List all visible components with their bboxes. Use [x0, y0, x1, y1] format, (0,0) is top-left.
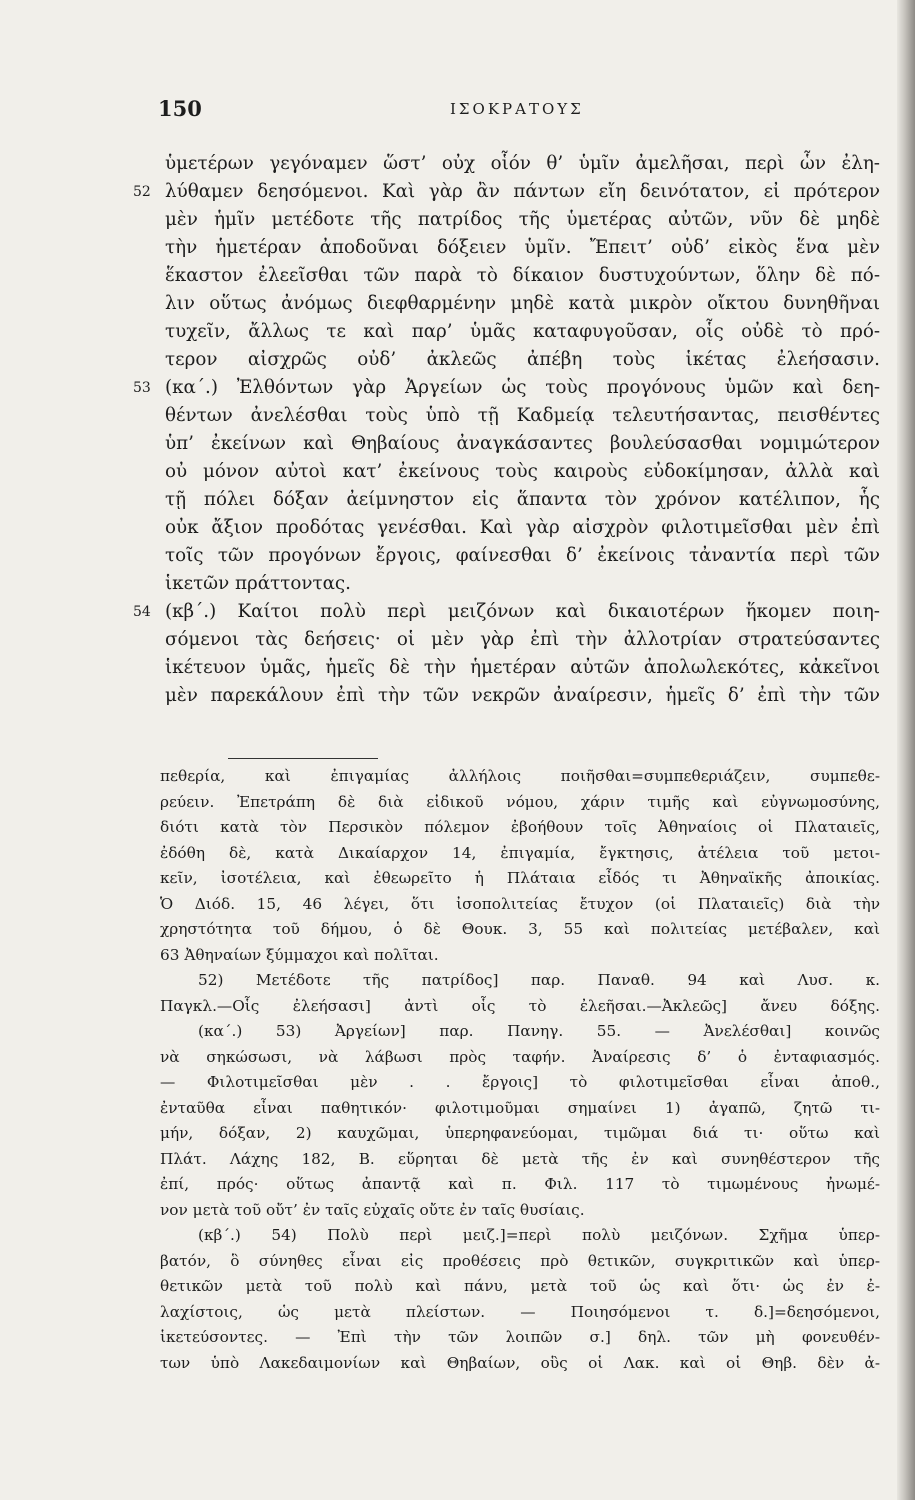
note-line: ἱκετεύσοντες. — Ἐπὶ τὴν τῶν λοιπῶν σ.] δηλ. τῶν μὴ φονευθέν- [160, 1328, 880, 1346]
note-line: χρηστότητα τοῦ δήμου, ὁ δὲ Θουκ. 3, 55 καὶ πολιτείας μετέβαλεν, καὶ [160, 920, 880, 938]
text-line [165, 654, 880, 682]
note-line: μήν, δόξαν, 2) καυχῶμαι, ὑπερηφανεύομαι, τιμῶμαι διά τι· οὕτω καὶ [160, 1124, 880, 1142]
text-line [165, 150, 880, 178]
text-line-content: ἱκέτευον ὑμᾶς, ἡμεῖς δὲ τὴν ἡμετέραν αὐτῶν ἀπολωλεκότες, κἀκεῖνοι [165, 657, 880, 678]
section-number: 53 [133, 380, 151, 396]
text-line [165, 206, 880, 234]
text-line [165, 570, 880, 598]
text-line-content: τυχεῖν, ἄλλως τε καὶ παρ’ ὑμᾶς καταφυγοῦσαν, οἷς οὐδὲ τὸ πρό- [165, 321, 880, 342]
text-line [165, 682, 880, 710]
note-line: — Φιλοτιμεῖσθαι μὲν . . ἔργοις] τὸ φιλοτιμεῖσθαι εἶναι ἀποθ., [160, 1073, 880, 1091]
text-line [165, 486, 880, 514]
text-line [165, 234, 880, 262]
footnote-rule [228, 758, 378, 759]
text-line-content: λύθαμεν δεησόμενοι. Καὶ γὰρ ἂν πάντων εἴη δεινότατον, εἰ πρότερον [165, 181, 880, 202]
text-line-content: τοῖς τῶν προγόνων ἔργοις, φαίνεσθαι δ’ ἐκείνοις τἀναντία περὶ τῶν [165, 545, 880, 566]
text-line-content: οὐκ ἄξιον προδότας γενέσθαι. Καὶ γὰρ αἰσχρὸν φιλοτιμεῖσθαι μὲν ἐπὶ [165, 517, 880, 538]
note-line: των ὑπὸ Λακεδαιμονίων καὶ Θηβαίων, οὓς οἱ Λακ. καὶ οἱ Θηβ. δὲν ἀ- [160, 1353, 880, 1372]
note-line: Παγκλ.—Οἷς ἐλεήσασι] ἀντὶ οἷς τὸ ἐλεῆσαι.—Ἀκλεῶς] ἄνευ δόξης. [160, 996, 880, 1015]
text-line [165, 290, 880, 318]
note-line: Ὁ Διόδ. 15, 46 λέγει, ὅτι ἰσοπολιτείας ἔτυχον (οἱ Πλαταιεῖς) διὰ τὴν [160, 894, 880, 913]
text-line-content: ἕκαστον ἐλεεῖσθαι τῶν παρὰ τὸ δίκαιον δυστυχούντων, ὅλην δὲ πό- [165, 265, 880, 286]
commentary-notes [160, 764, 880, 1376]
text-line-content: ἱκετῶν πράττοντας. [165, 573, 351, 594]
text-line [165, 402, 880, 430]
section-number: 52 [133, 184, 151, 200]
note-line: διότι κατὰ τὸν Περσικὸν πόλεμον ἐβοήθουν τοῖς Ἀθηναίοις οἱ Πλαταιεῖς, [160, 818, 880, 836]
note-line: ρεύειν. Ἐπετράπη δὲ διὰ εἰδικοῦ νόμου, χάριν τιμῆς καὶ εὐγνωμοσύνης, [160, 792, 880, 811]
main-text [133, 150, 880, 710]
text-line-content: (κβ΄.) Καίτοι πολὺ περὶ μειζόνων καὶ δικαιοτέρων ἥκομεν ποιη- [165, 601, 880, 622]
book-spine-shadow [897, 0, 915, 1500]
note-line: νον μετὰ τοῦ οὔτ’ ἐν ταῖς εὐχαῖς οὔτε ἐν ταῖς θυσίαις. [160, 1200, 585, 1219]
note-line: βατόν, ὃ σύνηθες εἶναι εἰς προθέσεις πρὸ θετικῶν, συγκριτικῶν καὶ ὑπερ- [160, 1251, 880, 1270]
text-line [165, 626, 880, 654]
text-line [165, 318, 880, 346]
text-line [165, 514, 880, 542]
note-line: λαχίστοις, ὡς μετὰ πλείστων. — Ποιησόμενοι τ. δ.]=δεησόμενοι, [160, 1302, 880, 1321]
text-line-content: μὲν παρεκάλουν ἐπὶ τὴν τῶν νεκρῶν ἀναίρεσιν, ἡμεῖς δ’ ἐπὶ τὴν τῶν [165, 685, 880, 706]
text-line [133, 178, 880, 206]
text-line [165, 346, 880, 374]
text-line-content: σόμενοι τὰς δεήσεις· οἱ μὲν γὰρ ἐπὶ τὴν ἀλλοτρίαν στρατεύσαντες [165, 629, 880, 650]
note-line: 52) Μετέδοτε τῆς πατρίδος] παρ. Παναθ. 94 καὶ Λυσ. κ. [198, 971, 880, 989]
text-line [165, 262, 880, 290]
text-line-content: οὐ μόνον αὐτοὶ κατ’ ἐκείνους τοὺς καιροὺς εὐδοκίμησαν, ἀλλὰ καὶ [165, 461, 880, 482]
text-line [165, 430, 880, 458]
page-number: 150 [158, 96, 202, 121]
note-line: νὰ σηκώσωσι, νὰ λάβωσι πρὸς ταφήν. Ἀναίρεσις δ’ ὁ ἐνταφιασμός. [160, 1047, 880, 1066]
note-line: 63 Ἀθηναίων ξύμμαχοι καὶ πολῖται. [160, 945, 439, 964]
text-line [133, 374, 880, 402]
text-line [165, 542, 880, 570]
text-line-content: τὴν ἡμετέραν ἀποδοῦναι δόξειεν ὑμῖν. Ἔπειτ’ οὐδ’ εἰκὸς ἕνα μὲν [165, 237, 880, 258]
note-line: (κα΄.) 53) Ἀργείων] παρ. Πανηγ. 55. — Ἀνελέσθαι] κοινῶς [198, 1022, 880, 1040]
note-line: Πλάτ. Λάχης 182, Β. εὕρηται δὲ μετὰ τῆς ἐν καὶ συνηθέστερον τῆς [160, 1149, 880, 1168]
text-line-content: τῇ πόλει δόξαν ἀείμνηστον εἰς ἅπαντα τὸν χρόνον κατέλιπον, ἧς [165, 489, 880, 510]
text-line [133, 598, 880, 626]
text-line-content: (κα΄.) Ἐλθόντων γὰρ Ἀργείων ὡς τοὺς προγόνους ὑμῶν καὶ δεη- [165, 377, 880, 398]
note-line: ἐνταῦθα εἶναι παθητικόν· φιλοτιμοῦμαι σημαίνει 1) ἀγαπῶ, ζητῶ τι- [160, 1098, 880, 1117]
text-line-content: μὲν ἡμῖν μετέδοτε τῆς πατρίδος τῆς ὑμετέρας αὐτῶν, νῦν δὲ μηδὲ [165, 209, 880, 230]
note-line: ἐδόθη δὲ, κατὰ Δικαίαρχον 14, ἐπιγαμία, ἔγκτησις, ἀτέλεια τοῦ μετοι- [160, 843, 880, 862]
note-line: ἐπί, πρός· οὕτως ἀπαντᾷ καὶ π. Φιλ. 117 τὸ τιμωμένους ἠνωμέ- [160, 1175, 880, 1193]
note-line: (κβ΄.) 54) Πολὺ περὶ μειζ.]=περὶ πολὺ μειζόνων. Σχῆμα ὑπερ- [198, 1226, 880, 1244]
page-header [150, 96, 880, 126]
note-line: θετικῶν μετὰ τοῦ πολὺ καὶ πάνυ, μετὰ τοῦ ὡς καὶ ὅτι· ὡς ἐν ἐ- [160, 1277, 880, 1295]
text-line-content: θέντων ἀνελέσθαι τοὺς ὑπὸ τῇ Καδμείᾳ τελευτήσαντας, πεισθέντες [165, 405, 880, 426]
text-line [165, 458, 880, 486]
text-line-content: ὑμετέρων γεγόναμεν ὥστ’ οὐχ οἷόν θ’ ὑμῖν ἀμελῆσαι, περὶ ὧν ἐλη- [165, 153, 880, 174]
note-line: πεθερία, καὶ ἐπιγαμίας ἀλλήλοις ποιῆσθαι=συμπεθεριάζειν, συμπεθε- [160, 767, 880, 785]
note-line: κεῖν, ἰσοτέλεια, καὶ ἐθεωρεῖτο ἡ Πλάταια εἶδός τι Ἀθηναϊκῆς ἀποικίας. [160, 869, 880, 887]
text-line-content: τερον αἰσχρῶς οὐδ’ ἀκλεῶς ἀπέβη τοὺς ἱκέτας ἐλεήσασιν. [165, 349, 880, 370]
text-line-content: λιν οὕτως ἀνόμως διεφθαρμένην μηδὲ κατὰ μικρὸν οἴκτου δυνηθῆναι [165, 293, 880, 314]
section-number: 54 [133, 604, 151, 620]
running-head: ΙΣΟΚΡΑΤΟΥΣ [450, 100, 584, 118]
text-line-content: ὑπ’ ἐκείνων καὶ Θηβαίους ἀναγκάσαντες βουλεύσασθαι νομιμώτερον [165, 433, 880, 454]
